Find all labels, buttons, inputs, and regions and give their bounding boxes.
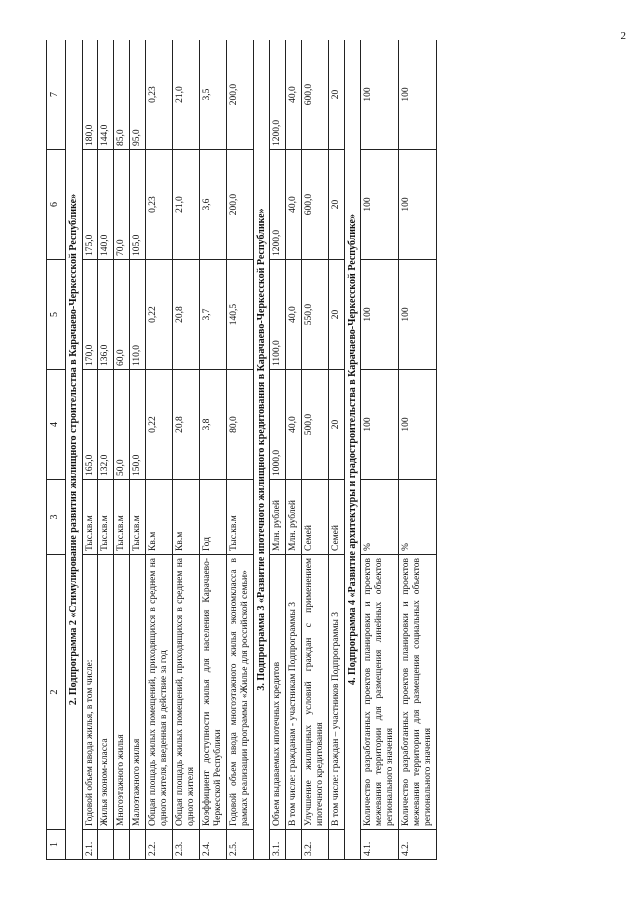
value-col-6: 200,0 xyxy=(226,150,253,260)
value-col-4: 500,0 xyxy=(301,370,328,480)
value-col-4: 1000,0 xyxy=(270,370,286,480)
value-col-7: 100 xyxy=(398,40,436,150)
unit: Тыс.кв.м xyxy=(130,480,146,555)
indicator-name: Улучшение жилищных условий граждан с применением ипотечного кредитования xyxy=(301,555,328,830)
indicator-name: В том числе: гражданам - участникам Подпрограммы 3 xyxy=(285,555,301,830)
value-col-7: 144,0 xyxy=(98,40,114,150)
value-col-7: 95,0 xyxy=(130,40,146,150)
value-col-7: 0,23 xyxy=(146,40,173,150)
table-row xyxy=(285,40,301,860)
row-number xyxy=(98,830,114,860)
unit: Тыс.кв.м xyxy=(82,480,98,555)
unit: Тыс.кв.м xyxy=(226,480,253,555)
indicator-name: В том числе: граждан – участников Подпрограммы 3 xyxy=(328,555,344,830)
table-row xyxy=(361,40,399,860)
row-number: 4.2. xyxy=(398,830,436,860)
value-col-4: 165,0 xyxy=(82,370,98,480)
table-row xyxy=(328,40,344,860)
page-number: 2 xyxy=(620,30,626,42)
value-col-6: 100 xyxy=(361,150,399,260)
value-col-7: 200,0 xyxy=(226,40,253,150)
unit: Кв.м xyxy=(173,480,200,555)
section-row xyxy=(253,40,270,860)
value-col-4: 0,22 xyxy=(146,370,173,480)
header-col-4: 4 xyxy=(47,370,66,480)
indicator-name: Количество разработанных проектов планировки и проектов межевания территории для размещения социальных объектов регионального значения xyxy=(398,555,436,830)
section-row xyxy=(344,40,361,860)
indicator-name: Малоэтажного жилья xyxy=(130,555,146,830)
row-number xyxy=(285,830,301,860)
indicator-name: Объем выдаваемых ипотечных кредитов xyxy=(270,555,286,830)
unit: Кв.м xyxy=(146,480,173,555)
unit: Семей xyxy=(328,480,344,555)
header-row xyxy=(47,40,66,860)
section-title: 4. Подпрограмма 4 «Развитие архитектуры и градостроительства в Карачаево-Черкесской Республике» xyxy=(344,40,361,860)
value-col-6: 3,6 xyxy=(199,150,226,260)
value-col-6: 105,0 xyxy=(130,150,146,260)
value-col-6: 0,23 xyxy=(146,150,173,260)
section-title: 2. Подпрограмма 2 «Стимулирование развития жилищного строительства в Карачаево-Черкесской Республике» xyxy=(66,40,83,860)
table-row xyxy=(98,40,114,860)
table-row xyxy=(226,40,253,860)
value-col-5: 140,5 xyxy=(226,260,253,370)
row-number: 2.3. xyxy=(173,830,200,860)
unit: % xyxy=(398,480,436,555)
value-col-6: 1200,0 xyxy=(270,150,286,260)
value-col-6: 100 xyxy=(398,150,436,260)
unit: Семей xyxy=(301,480,328,555)
row-number xyxy=(328,830,344,860)
value-col-6: 21,0 xyxy=(173,150,200,260)
value-col-4: 40,0 xyxy=(285,370,301,480)
value-col-4: 3,8 xyxy=(199,370,226,480)
header-col-3: 3 xyxy=(47,480,66,555)
value-col-5: 136,0 xyxy=(98,260,114,370)
header-col-5: 5 xyxy=(47,260,66,370)
unit: Млн. рублей xyxy=(270,480,286,555)
value-col-5: 100 xyxy=(398,260,436,370)
row-number: 3.2. xyxy=(301,830,328,860)
value-col-4: 50,0 xyxy=(114,370,130,480)
value-col-6: 40,0 xyxy=(285,150,301,260)
value-col-7: 600,0 xyxy=(301,40,328,150)
value-col-7: 21,0 xyxy=(173,40,200,150)
row-number: 2.4. xyxy=(199,830,226,860)
value-col-7: 85,0 xyxy=(114,40,130,150)
indicator-name: Общая площадь жилых помещений, приходящихся в среднем на одного жителя xyxy=(173,555,200,830)
unit: % xyxy=(361,480,399,555)
value-col-7: 20 xyxy=(328,40,344,150)
value-col-5: 1100,0 xyxy=(270,260,286,370)
indicator-name: Годовой объем ввода жилья, в том числе: xyxy=(82,555,98,830)
value-col-4: 100 xyxy=(398,370,436,480)
header-col-1: 1 xyxy=(47,830,66,860)
table-row xyxy=(130,40,146,860)
value-col-4: 20 xyxy=(328,370,344,480)
rotated-table-container xyxy=(46,40,616,860)
indicator-name: Жилья эконом-класса xyxy=(98,555,114,830)
value-col-6: 600,0 xyxy=(301,150,328,260)
indicator-name: Многоэтажного жилья xyxy=(114,555,130,830)
value-col-5: 60,0 xyxy=(114,260,130,370)
table-row xyxy=(199,40,226,860)
indicator-name: Общая площадь жилых помещений, приходящихся в среднем на одного жителя, введенная в действие за год xyxy=(146,555,173,830)
indicator-name: Количество разработанных проектов планировки и проектов межевания территории для размещения линейных объектов регионального значения xyxy=(361,555,399,830)
value-col-5: 110,0 xyxy=(130,260,146,370)
row-number xyxy=(130,830,146,860)
unit: Тыс.кв.м xyxy=(114,480,130,555)
table-row xyxy=(82,40,98,860)
table-row xyxy=(114,40,130,860)
row-number: 4.1. xyxy=(361,830,399,860)
value-col-4: 132,0 xyxy=(98,370,114,480)
row-number: 2.1. xyxy=(82,830,98,860)
indicator-name: Годовой объем ввода многоэтажного жилья экономкласса в рамках реализации программы «Жилье для российской семьи» xyxy=(226,555,253,830)
table-row xyxy=(398,40,436,860)
value-col-5: 40,0 xyxy=(285,260,301,370)
table-row xyxy=(270,40,286,860)
section-title: 3. Подпрограмма 3 «Развитие ипотечного жилищного кредитования в Карачаево-Черкесской Республике» xyxy=(253,40,270,860)
value-col-7: 40,0 xyxy=(285,40,301,150)
row-number xyxy=(114,830,130,860)
header-col-7: 7 xyxy=(47,40,66,150)
row-number: 2.2. xyxy=(146,830,173,860)
value-col-7: 100 xyxy=(361,40,399,150)
header-col-6: 6 xyxy=(47,150,66,260)
value-col-4: 20,8 xyxy=(173,370,200,480)
value-col-5: 20 xyxy=(328,260,344,370)
indicators-table xyxy=(46,40,437,860)
unit: Млн. рублей xyxy=(285,480,301,555)
unit: Год xyxy=(199,480,226,555)
header-col-2: 2 xyxy=(47,555,66,830)
row-number: 3.1. xyxy=(270,830,286,860)
value-col-5: 20,8 xyxy=(173,260,200,370)
value-col-5: 170,0 xyxy=(82,260,98,370)
table-row xyxy=(146,40,173,860)
value-col-6: 70,0 xyxy=(114,150,130,260)
value-col-5: 550,0 xyxy=(301,260,328,370)
rotated-page-area xyxy=(46,40,616,860)
table-row xyxy=(301,40,328,860)
value-col-6: 175,0 xyxy=(82,150,98,260)
value-col-5: 0,22 xyxy=(146,260,173,370)
value-col-7: 180,0 xyxy=(82,40,98,150)
table-row xyxy=(173,40,200,860)
row-number: 2.5. xyxy=(226,830,253,860)
indicator-name: Коэффициент доступности жилья для населения Карачаево-Черкесской Республики xyxy=(199,555,226,830)
value-col-4: 150,0 xyxy=(130,370,146,480)
value-col-7: 3,5 xyxy=(199,40,226,150)
value-col-5: 3,7 xyxy=(199,260,226,370)
value-col-5: 100 xyxy=(361,260,399,370)
value-col-4: 80,0 xyxy=(226,370,253,480)
value-col-6: 140,0 xyxy=(98,150,114,260)
value-col-4: 100 xyxy=(361,370,399,480)
section-row xyxy=(66,40,83,860)
unit: Тыс.кв.м xyxy=(98,480,114,555)
value-col-6: 20 xyxy=(328,150,344,260)
value-col-7: 1200,0 xyxy=(270,40,286,150)
